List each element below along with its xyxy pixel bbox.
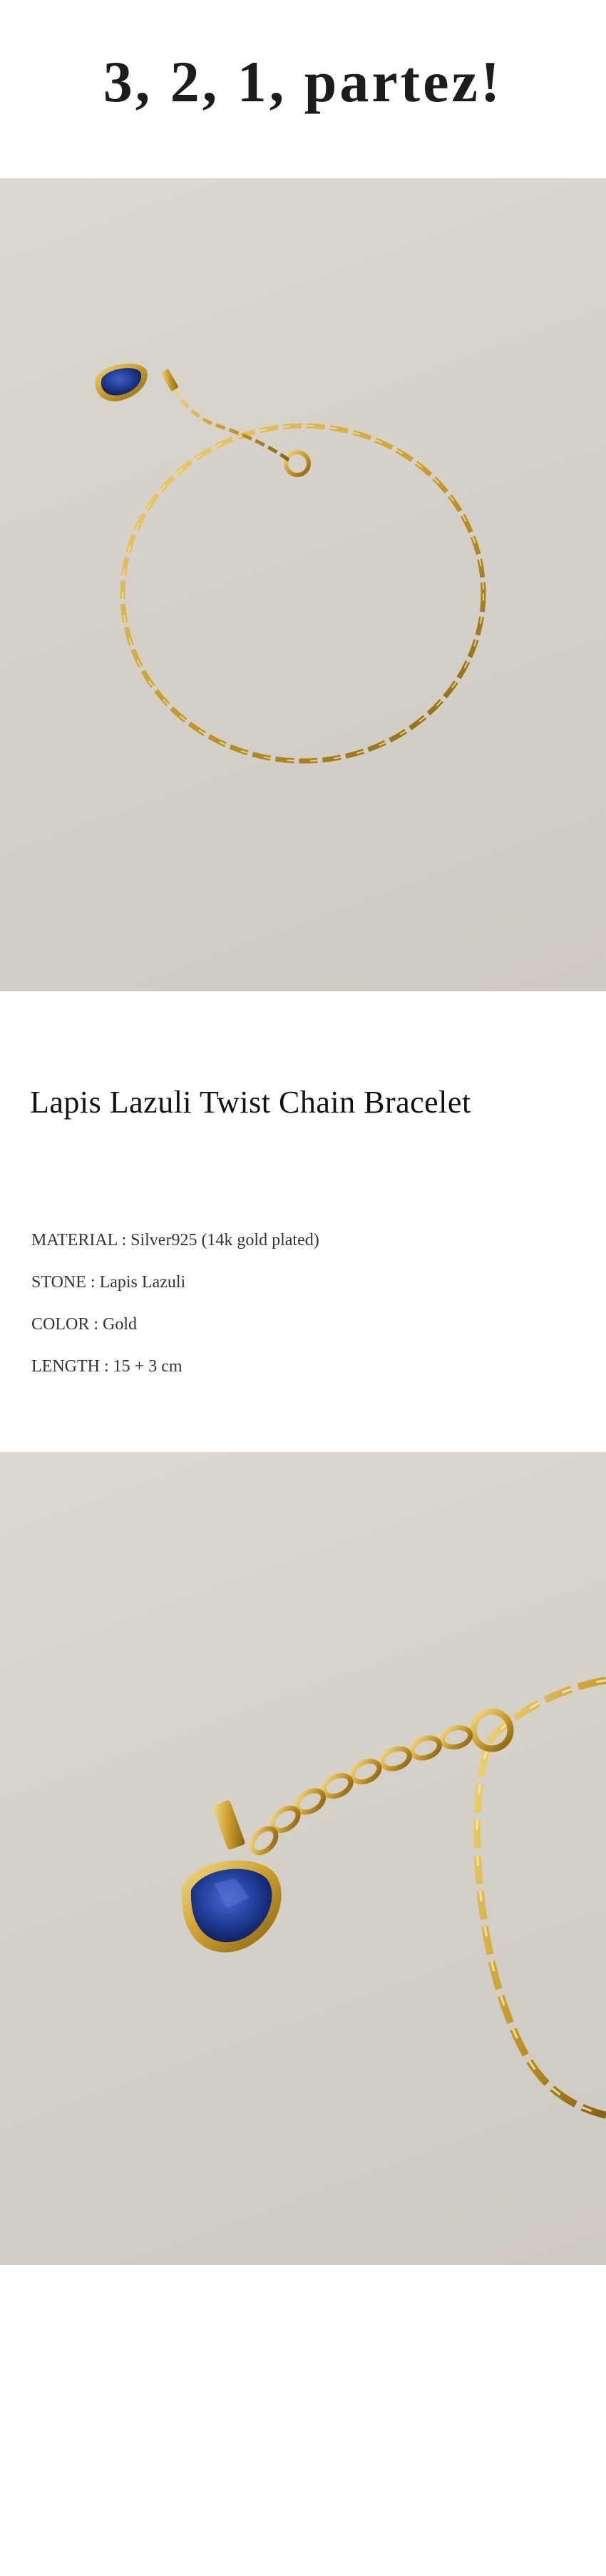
spec-value: Lapis Lazuli <box>99 1273 186 1292</box>
spec-label: MATERIAL : <box>31 1231 130 1249</box>
spec-value: 15 + 3 cm <box>113 1357 183 1376</box>
product-specs-list <box>31 1220 319 1388</box>
bracelet-illustration <box>0 178 606 991</box>
spec-label: COLOR : <box>31 1315 103 1334</box>
product-title: Lapis Lazuli Twist Chain Bracelet <box>30 1085 471 1120</box>
bracelet-closeup-illustration <box>0 1452 606 2265</box>
spec-length <box>31 1346 319 1388</box>
spec-stone <box>31 1262 319 1304</box>
spec-label: LENGTH : <box>31 1357 113 1376</box>
spec-label: STONE : <box>31 1273 100 1292</box>
product-photo-detail <box>0 1452 606 2265</box>
spec-color <box>31 1304 319 1346</box>
spec-value: Silver925 (14k gold plated) <box>130 1231 319 1249</box>
product-photo-main <box>0 178 606 991</box>
brand-title: 3, 2, 1, partez! <box>103 49 503 114</box>
spec-value: Gold <box>103 1315 138 1334</box>
spec-material <box>31 1220 319 1262</box>
